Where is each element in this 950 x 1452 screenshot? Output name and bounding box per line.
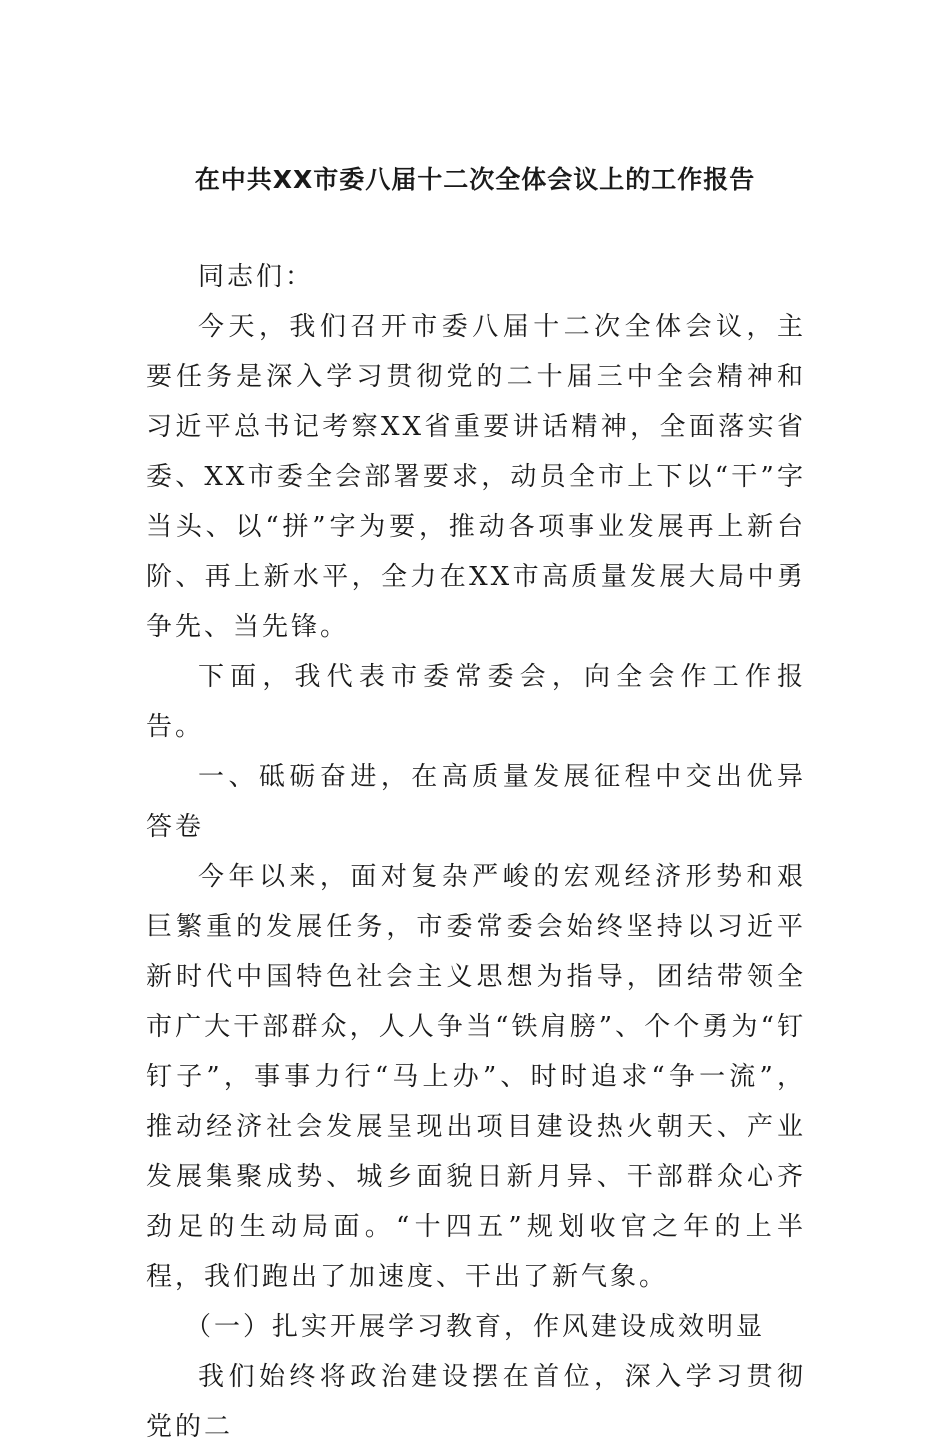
report-statement-paragraph: 下面，我代表市委常委会，向全会作工作报告。 <box>146 662 806 742</box>
intro-paragraph: 今天，我们召开市委八届十二次全体会议，主要任务是深入学习贯彻党的二十届三中全会精神和习近平总书记考察XX省重要讲话精神，全面落实省委、XX市委全会部署要求，动员全市上下以“干”字当头、以“拼”字为要，推动各项事业发展再上新台阶、再上新水平，全力在XX市高质量发展大局中勇争先、当先锋。 <box>146 312 806 642</box>
subsection-heading-1: （一）扎实开展学习教育，作风建设成效明显 <box>185 1312 766 1342</box>
section-1-paragraph: 今年以来，面对复杂严峻的宏观经济形势和艰巨繁重的发展任务，市委常委会始终坚持以习近平新时代中国特色社会主义思想为指导，团结带领全市广大干部群众，人人争当“铁肩膀”、个个勇为“钉钉子”，事事力行“马上办”、时时追求“争一流”，推动经济社会发展呈现出项目建设热火朝天、产业发展集聚成势、城乡面貌日新月异、干部群众心齐劲足的生动局面。“十四五”规划收官之年的上半程，我们跑出了加速度、干出了新气象。 <box>146 862 806 1292</box>
section-heading-1: 一、砥砺奋进，在高质量发展征程中交出优异答卷 <box>146 762 806 842</box>
document-title: 在中共XX市委八届十二次全体会议上的工作报告 <box>194 165 756 194</box>
salutation-paragraph: 同志们： <box>198 262 315 292</box>
subsection-1-paragraph: 我们始终将政治建设摆在首位，深入学习贯彻党的二 <box>146 1362 806 1442</box>
document-body <box>146 252 806 1452</box>
